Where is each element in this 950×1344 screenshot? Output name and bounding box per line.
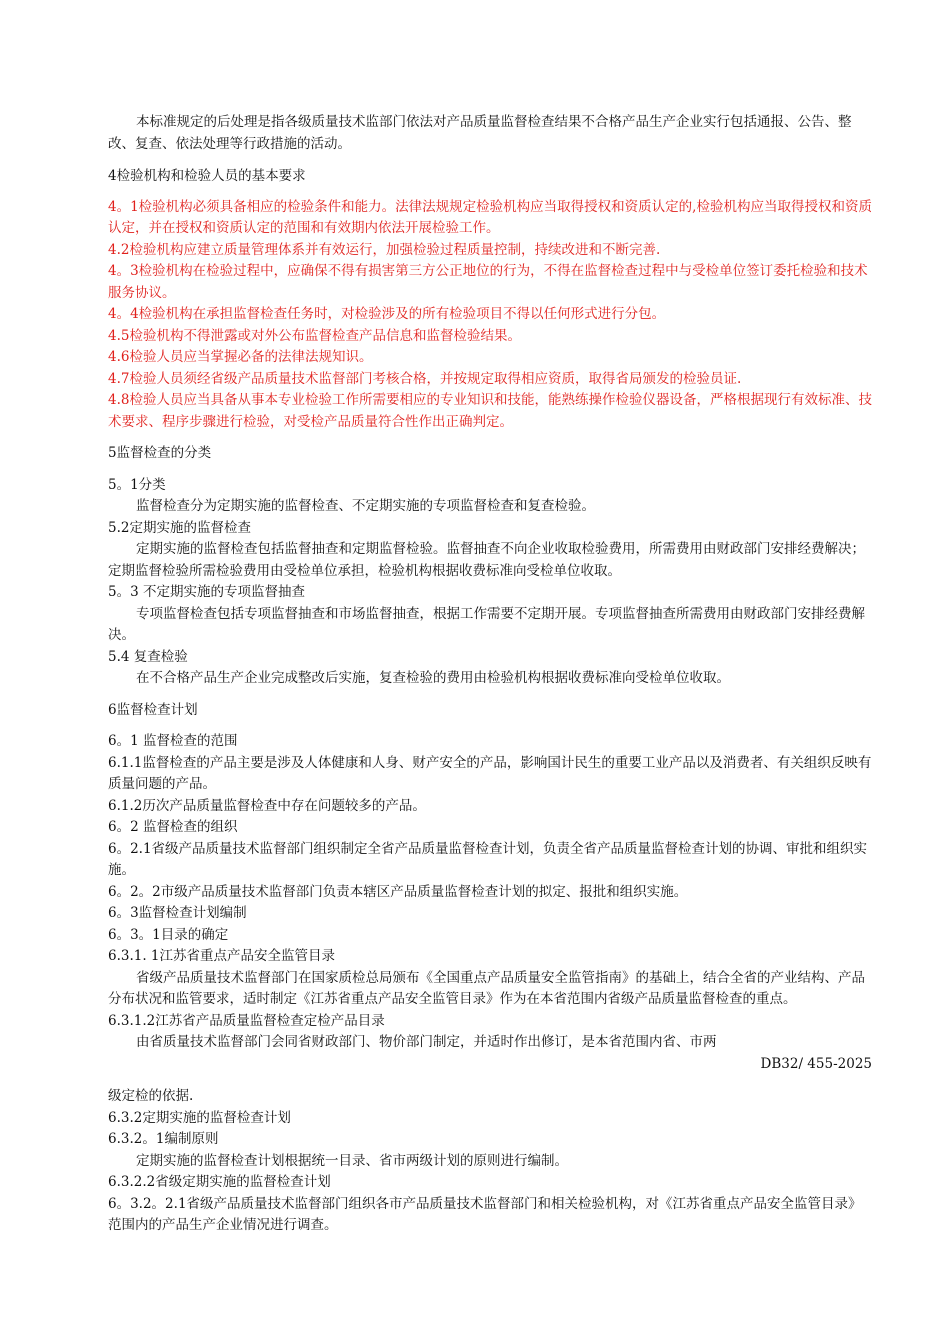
sec6-line: 6。3监督检查计划编制 (108, 905, 247, 921)
sec6-line: 6.3.1.2江苏省产品质量监督检查定检产品目录 (108, 1012, 385, 1029)
sec6-line: 6.3.1. 1江苏省重点产品安全监管目录 (108, 948, 336, 964)
sec6-line: 定期实施的监督检查计划根据统一目录、省市两级计划的原则进行编制。 (136, 1152, 568, 1169)
sec5-2-body: 定期实施的监督检查包括监督抽查和定期监督检验。监督抽查不向企业收取检验费用，所需费用由财政部门安排经费解决；定期监督检验所需检验费用由受检单位承担，检验机构根据收费标准向受检单位收取。 (108, 541, 865, 579)
sec6-line: 6。1 监督检查的范围 (108, 733, 238, 749)
sec4-item-3: 4。3检验机构在检验过程中，应确保不得有损害第三方公正地位的行为，不得在监督检查过程中与受检单位签订委托检验和技术服务协议。 (108, 263, 868, 301)
sec6-line: 级定检的依据. (108, 1088, 194, 1104)
sec6-line: 6。3。1目录的确定 (108, 926, 229, 943)
sec5-3-body: 专项监督检查包括专项监督抽查和市场监督抽查，根据工作需要不定期开展。专项监督抽查所需费用由财政部门安排经费解决。 (108, 605, 865, 643)
sec5-1-body: 监督检查分为定期实施的监督检查、不定期实施的专项监督检查和复查检验。 (136, 498, 595, 514)
section-6-title: 6监督检查计划 (108, 701, 198, 718)
sec6-line: 6.1.1监督检查的产品主要是涉及人体健康和人身、财产安全的产品，影响国计民生的重要工业产品以及消费者、有关组织反映有质量问题的产品。 (108, 754, 872, 792)
sec6-line: 由省质量技术监督部门会同省财政部门、物价部门制定，并适时作出修订，是本省范围内省、市两 (136, 1034, 717, 1050)
sec5-2-title: 5.2定期实施的监督检查 (108, 519, 251, 536)
sec4-item-1: 4。1检验机构必须具备相应的检验条件和能力。法律法规规定检验机构应当取得授权和资质认定的,检验机构应当取得授权和资质认定，并在授权和资质认定的范围和有效期内依法开展检验工作。 (108, 198, 872, 236)
sec6-line: 6.3.2定期实施的监督检查计划 (108, 1109, 291, 1126)
section-5-title: 5监督检查的分类 (108, 445, 212, 461)
sec5-4-body: 在不合格产品生产企业完成整改后实施，复查检验的费用由检验机构根据收费标准向受检单位收取。 (136, 670, 730, 686)
sec6-line: 6。3.2。2.1省级产品质量技术监督部门组织各市产品质量技术监督部门和相关检验机构，对《江苏省重点产品安全监管目录》范围内的产品生产企业情况进行调查。 (108, 1195, 862, 1233)
section-4-title: 4检验机构和检验人员的基本要求 (108, 168, 306, 184)
sec6-line: 省级产品质量技术监督部门在国家质检总局颁布《全国重点产品质量安全监管指南》的基础上，结合全省的产业结构、产品分布状况和监管要求，适时制定《江苏省重点产品安全监管目录》作为在本省范围内省级产品质量监督检查的重点。 (108, 969, 865, 1007)
sec4-item-5: 4.5检验机构不得泄露或对外公布监督检查产品信息和监督检验结果。 (108, 327, 521, 344)
sec4-item-4: 4。4检验机构在承担监督检查任务时，对检验涉及的所有检验项目不得以任何形式进行分包。 (108, 306, 666, 322)
sec4-item-8: 4.8检验人员应当具备从事本专业检验工作所需要相应的专业知识和技能，能熟练操作检验仪器设备，严格根据现行有效标准、技术要求、程序步骤进行检验，对受检产品质量符合性作出正确判定。 (108, 392, 872, 430)
sec6-line: 6。2。2市级产品质量技术监督部门负责本辖区产品质量监督检查计划的拟定、报批和组织实施。 (108, 883, 688, 900)
sec4-item-6: 4.6检验人员应当掌握必备的法律法规知识。 (108, 349, 373, 365)
sec5-1-title: 5。1分类 (108, 476, 166, 493)
sec4-item-2: 4.2检验机构应建立质量管理体系并有效运行，加强检验过程质量控制，持续改进和不断完善. (108, 241, 661, 258)
sec6-line: 6.3.2.2省级定期实施的监督检查计划 (108, 1174, 331, 1190)
sec6-line: 6。2 监督检查的组织 (108, 819, 238, 835)
intro-paragraph: 本标准规定的后处理是指各级质量技术监部门依法对产品质量监督检查结果不合格产品生产企业实行包括通报、公告、整改、复查、依法处理等行政措施的活动。 (108, 114, 852, 152)
sec6-line: 6。2.1省级产品质量技术监督部门组织制定全省产品质量监督检查计划，负责全省产品质量监督检查计划的协调、审批和组织实施。 (108, 840, 868, 878)
standard-code: DB32/ 455-2025 (760, 1055, 872, 1072)
sec5-4-title: 5.4 复查检验 (108, 648, 188, 665)
sec5-3-title: 5。3 不定期实施的专项监督抽查 (108, 584, 305, 600)
sec6-line: 6.1.2历次产品质量监督检查中存在问题较多的产品。 (108, 797, 426, 814)
sec6-line: 6.3.2。1编制原则 (108, 1131, 219, 1147)
sec4-item-7: 4.7检验人员须经省级产品质量技术监督部门考核合格，并按规定取得相应资质，取得省局颁发的检验员证. (108, 370, 742, 387)
document-page (108, 112, 872, 1237)
